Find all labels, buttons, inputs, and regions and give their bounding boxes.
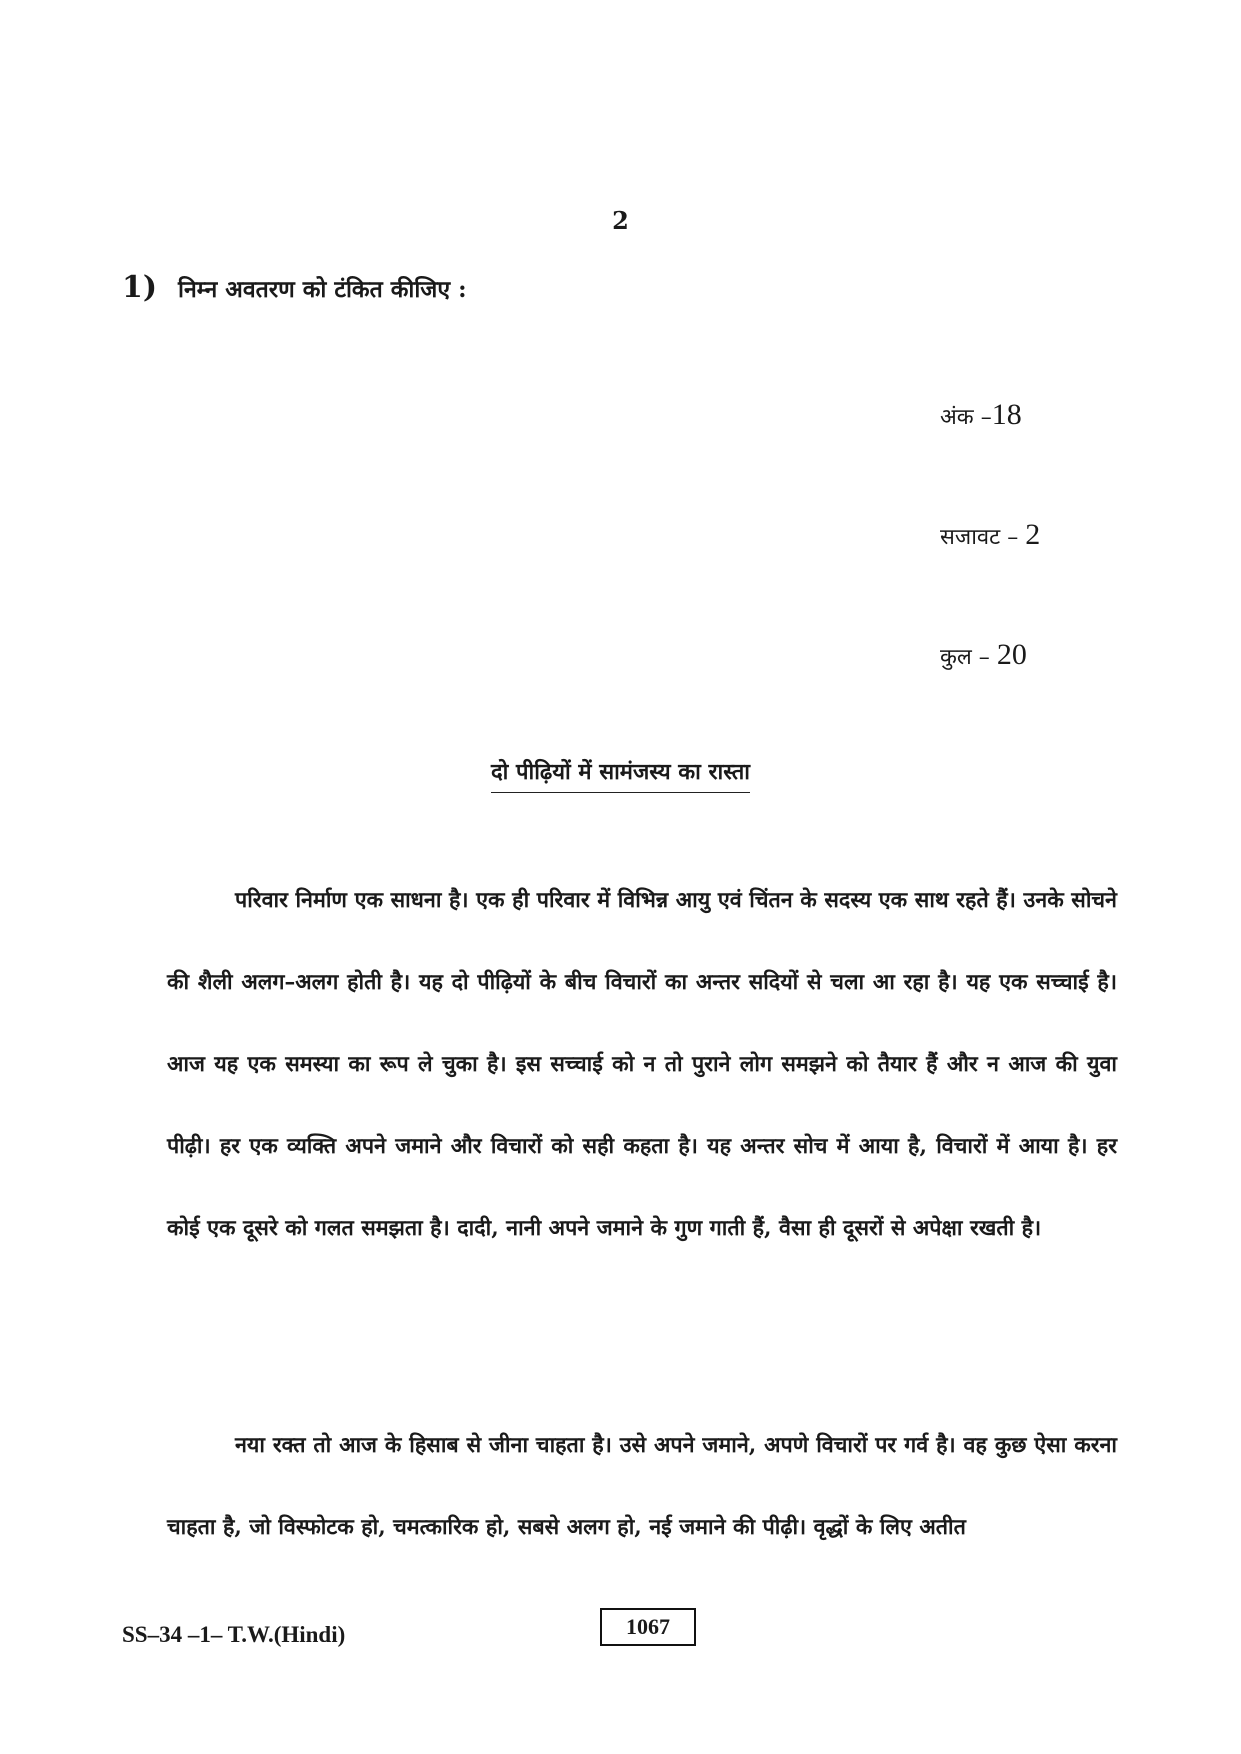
paper-code: SS–34 –1– T.W.(Hindi) (122, 1622, 346, 1647)
serial-number-box: 1067 (600, 1608, 696, 1646)
passage-paragraph-1: परिवार निर्माण एक साधना है। एक ही परिवार में विभिन्न आयु एवं चिंतन के सदस्य एक साथ रहते हैं। उनके सोचने की शैली अलग–अलग होती है। यह दो पीढ़ियों के बीच विचारों का अन्तर सदियों से चला आ रहा है। यह एक सच्चाई है। आज यह एक समस्या का रूप ले चुका है। इस सच्चाई को न तो पुराने लोग समझने को तैयार हैं और न आज की युवा पीढ़ी। हर एक व्यक्ति अपने जमाने और विचारों को सही कहता है। यह अन्तर सोच में आया है, विचारों में आया है। हर कोई एक दूसरे को गलत समझता है। दादी, नानी अपने जमाने के गुण गाती हैं, वैसा ही दूसरों से अपेक्षा रखती है। (167, 888, 1117, 1241)
marks-separator: – (973, 405, 992, 430)
marks-value: 20 (996, 638, 1027, 671)
question-header (122, 270, 467, 305)
marks-label: सजावट (940, 525, 1001, 550)
marks-label: अंक (940, 405, 974, 430)
question-instruction: निम्न अवतरण को टंकित कीजिए : (178, 276, 467, 303)
marks-separator: – (971, 645, 997, 670)
passage-paragraph-2: नया रक्त तो आज के हिसाब से जीना चाहता है। उसे अपने जमाने, अपणे विचारों पर गर्व है। वह कुछ ऐसा करना चाहता है, जो विस्फोटक हो, चमत्कारिक हो, सबसे अलग हो, नई जमाने की पीढ़ी। वृद्धों के लिए अतीत (167, 1433, 1117, 1540)
marks-label: कुल (940, 645, 972, 670)
passage-title-text: दो पीढ़ियों में सामंजस्य का रास्ता (491, 756, 750, 793)
marks-separator: – (1000, 525, 1026, 550)
page-number: 2 (612, 206, 629, 235)
marks-typing (940, 398, 1022, 432)
passage-title (0, 756, 1241, 793)
marks-total (940, 638, 1027, 672)
marks-value: 2 (1025, 518, 1041, 551)
marks-value: 18 (991, 398, 1022, 431)
marks-decoration (940, 518, 1040, 552)
question-number: 1) (122, 270, 158, 305)
